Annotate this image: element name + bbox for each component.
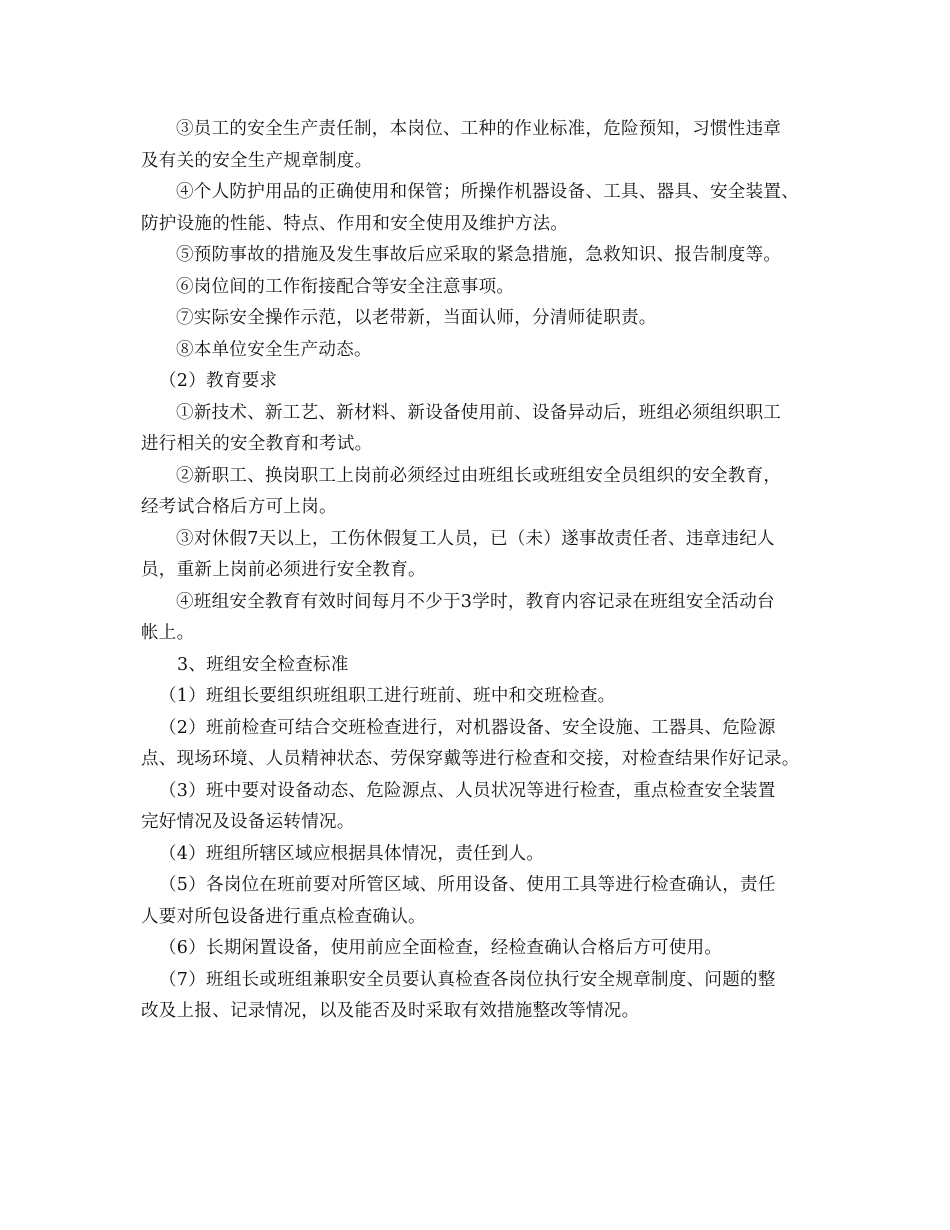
text-line: ⑦实际安全操作示范，以老带新，当面认师，分清师徒职责。 (176, 308, 657, 328)
text-line: ①新技术、新工艺、新材料、新设备使用前、设备异动后，班组必须组织职工 (176, 402, 782, 423)
text-line: ④个人防护用品的正确使用和保管；所操作机器设备、工具、器具、安全装置、 (176, 182, 799, 202)
text-line: 及有关的安全生产规章制度。 (141, 150, 373, 171)
text-line: 人要对所包设备进行重点检查确认。 (141, 906, 426, 927)
text-line: （5）各岗位在班前要对所管区域、所用设备、使用工具等进行检查确认，责任 (159, 875, 776, 895)
text-line: 防护设施的性能、特点、作用和安全使用及维护方法。 (141, 213, 569, 234)
text-line: 点、现场环境、人员精神状态、劳保穿戴等进行检查和交接，对检查结果作好记录。 (141, 749, 800, 769)
text-line: ②新职工、换岗职工上岗前必须经过由班组长或班组安全员组织的安全教育， (176, 465, 782, 486)
text-line: （6）长期闲置设备，使用前应全面检查，经检查确认合格后方可使用。 (159, 938, 723, 958)
text-line: ⑥岗位间的工作衔接配合等安全注意事项。 (176, 276, 515, 297)
text-line: 经考试合格后方可上岗。 (141, 497, 337, 517)
section-heading: 3、班组安全检查标准 (177, 654, 349, 675)
text-line: ⑧本单位安全生产动态。 (176, 339, 372, 360)
text-line: 进行相关的安全教育和考试。 (141, 434, 373, 454)
text-line: ③员工的安全生产责任制，本岗位、工种的作业标准，危险预知，习惯性违章 (176, 119, 782, 139)
text-line: 员，重新上岗前必须进行安全教育。 (141, 560, 426, 580)
text-line: 改及上报、记录情况，以及能否及时采取有效措施整改等情况。 (141, 1001, 640, 1021)
text-line: ④班组安全教育有效时间每月不少于3学时，教育内容记录在班组安全活动台 (176, 591, 775, 612)
text-line: （1）班组长要组织班组职工进行班前、班中和交班检查。 (159, 686, 616, 706)
text-line: 帐上。 (141, 623, 195, 643)
text-line: （3）班中要对设备动态、危险源点、人员状况等进行检查，重点检查安全装置 (159, 780, 776, 801)
text-line: 完好情况及设备运转情况。 (141, 812, 355, 832)
text-line: （7）班组长或班组兼职安全员要认真检查各岗位执行安全规章制度、问题的整 (159, 969, 776, 990)
text-line: ③对休假7天以上，工伤休假复工人员，已（未）遂事故责任者、违章违纪人 (176, 528, 775, 549)
text-line: ⑤预防事故的措施及发生事故后应采取的紧急措施，急救知识、报告制度等。 (176, 245, 782, 265)
text-line: （2）班前检查可结合交班检查进行，对机器设备、安全设施、工器具、危险源 (159, 717, 776, 738)
document-body (141, 114, 823, 1028)
text-line: （4）班组所辖区域应根据具体情况，责任到人。 (159, 843, 545, 864)
section-heading: （2）教育要求 (159, 371, 278, 391)
